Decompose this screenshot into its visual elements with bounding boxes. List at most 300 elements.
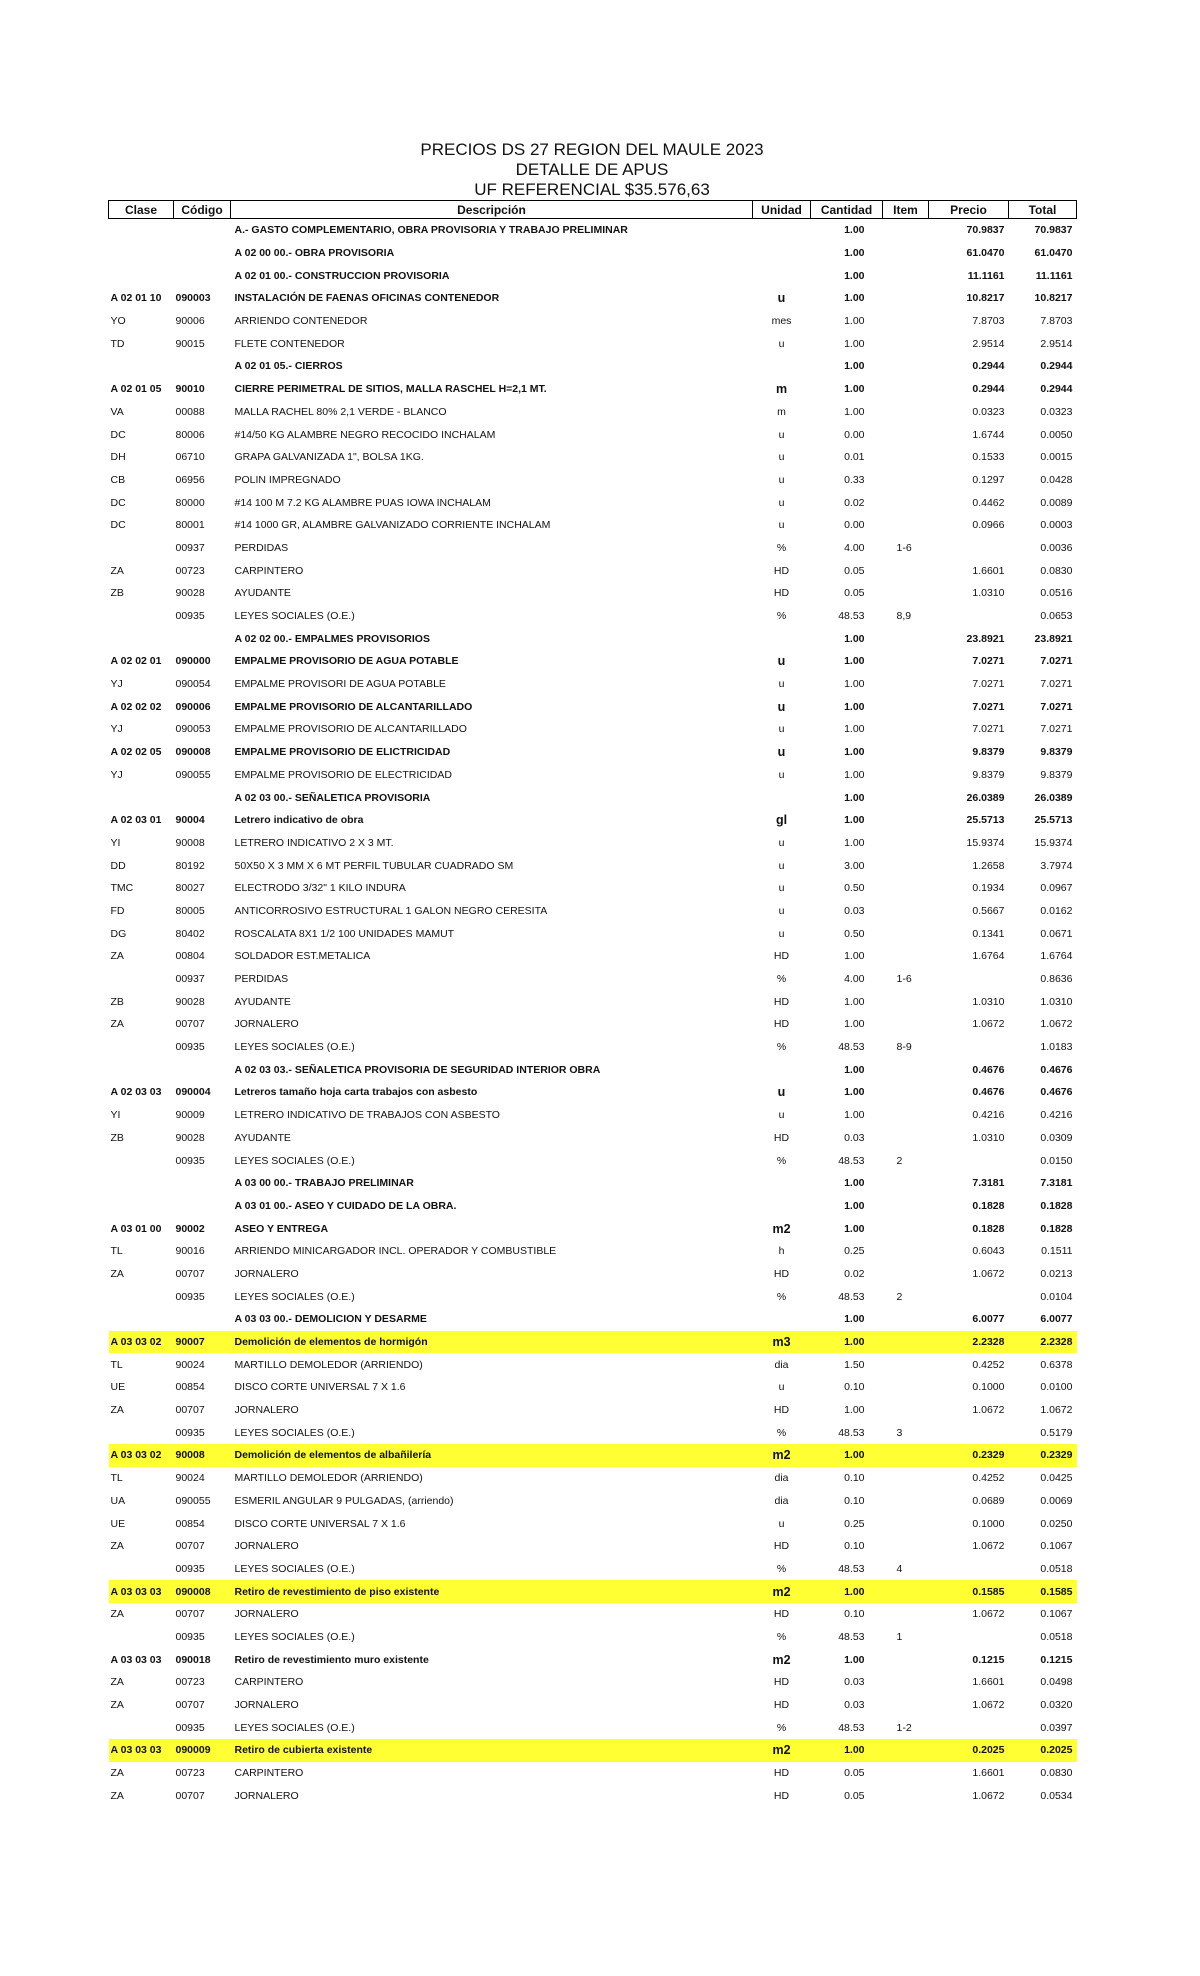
codigo-cell: 90010 (175, 383, 205, 396)
table-row (109, 1036, 1077, 1059)
codigo-cell: 80027 (175, 882, 205, 895)
table-row (109, 1127, 1077, 1150)
item-cell (883, 877, 929, 900)
cantidad-cell: 0.03 (844, 1699, 865, 1712)
header-codigo: Código (174, 201, 231, 219)
table-row (109, 945, 1077, 968)
cantidad-cell: 1.00 (844, 768, 865, 781)
item-cell (883, 1058, 929, 1081)
total-cell: 7.3181 (1040, 1177, 1073, 1190)
total-cell: 0.0069 (1040, 1494, 1073, 1507)
cantidad-cell: 0.05 (844, 1767, 865, 1780)
total-cell: 0.2944 (1040, 383, 1073, 396)
item-cell (883, 1694, 929, 1717)
codigo-cell: 90015 (175, 337, 205, 350)
clase-cell: A 03 03 02 (109, 1444, 174, 1467)
total-cell: 25.5713 (1034, 814, 1073, 827)
descripcion-cell: JORNALERO (234, 1404, 299, 1417)
unidad-cell: u (778, 428, 785, 441)
precio-cell: 1.2658 (972, 859, 1005, 872)
unidad-cell: HD (773, 995, 790, 1008)
clase-cell: YJ (110, 723, 123, 736)
descripcion-cell: Demolición de elementos de hormigón (231, 1331, 753, 1354)
precio-cell: 15.9374 (966, 836, 1005, 849)
clase-cell: ZA (110, 564, 124, 577)
item-cell (883, 1104, 929, 1127)
cantidad-cell: 1.00 (844, 1018, 865, 1031)
precio-cell: 0.1828 (972, 1222, 1005, 1235)
total-cell: 10.8217 (1034, 292, 1073, 305)
total-cell: 7.0271 (1040, 655, 1073, 668)
clase-cell: YJ (110, 678, 123, 691)
clase-cell: A 02 01 10 (110, 292, 162, 305)
precio-cell: 0.1000 (972, 1517, 1005, 1530)
precio-cell (929, 605, 1009, 628)
section-row (109, 1058, 1077, 1081)
unidad-cell: dia (774, 1472, 789, 1485)
codigo-cell: 80192 (175, 859, 205, 872)
cantidad-cell: 1.00 (811, 1444, 883, 1467)
codigo-cell: 90028 (175, 995, 205, 1008)
descripcion-cell: AYUDANTE (234, 995, 291, 1008)
codigo-cell: 090008 (174, 1580, 231, 1603)
total-cell: 0.1828 (1040, 1199, 1073, 1212)
total-cell: 0.0250 (1040, 1517, 1073, 1530)
codigo-cell: 90002 (175, 1222, 205, 1235)
precio-cell (929, 968, 1009, 991)
cantidad-cell: 1.00 (811, 1331, 883, 1354)
clase-cell: CB (110, 473, 126, 486)
codigo-cell: 090055 (175, 1494, 211, 1507)
codigo-cell: 00707 (175, 1018, 205, 1031)
item-cell (883, 1353, 929, 1376)
precio-cell: 1.0672 (972, 1699, 1005, 1712)
clase-cell: A 03 03 03 (109, 1580, 174, 1603)
table-row (109, 718, 1077, 741)
total-cell: 0.0518 (1040, 1562, 1073, 1575)
item-cell: 1 (896, 1630, 903, 1643)
clase-cell: DD (110, 859, 126, 872)
codigo-cell: 00723 (175, 1676, 205, 1689)
clase-cell (109, 264, 174, 287)
cantidad-cell: 0.01 (844, 451, 865, 464)
item-cell (883, 491, 929, 514)
descripcion-cell: A 03 01 00.- ASEO Y CUIDADO DE LA OBRA. (234, 1199, 457, 1212)
descripcion-cell: AYUDANTE (234, 1131, 291, 1144)
descripcion-cell: A.- GASTO COMPLEMENTARIO, OBRA PROVISORIA Y TRABAJO PRELIMINAR (234, 224, 628, 237)
codigo-cell: 00088 (175, 405, 205, 418)
descripcion-cell: LEYES SOCIALES (O.E.) (234, 1630, 355, 1643)
header-item: Item (883, 201, 929, 219)
unidad-cell: u (778, 1517, 785, 1530)
unidad-cell (753, 355, 811, 378)
table-row (109, 1240, 1077, 1263)
unidad-cell: u (778, 473, 785, 486)
precio-cell (929, 1149, 1009, 1172)
total-cell: 0.1067 (1040, 1608, 1073, 1621)
unidad-cell: u (778, 904, 785, 917)
descripcion-cell: AYUDANTE (234, 587, 291, 600)
item-cell (883, 242, 929, 265)
total-cell: 0.4676 (1040, 1086, 1073, 1099)
codigo-cell (174, 627, 231, 650)
descripcion-cell: EMPALME PROVISORIO DE AGUA POTABLE (234, 655, 459, 668)
precio-cell: 1.0672 (972, 1789, 1005, 1802)
cantidad-cell: 1.00 (844, 315, 865, 328)
total-cell: 61.0470 (1034, 247, 1073, 260)
precio-cell: 7.0271 (972, 678, 1005, 691)
precio-cell: 0.1934 (972, 882, 1005, 895)
table-row (109, 673, 1077, 696)
unidad-cell (753, 786, 811, 809)
cantidad-cell: 4.00 (844, 541, 865, 554)
price-sheet (108, 140, 1076, 1807)
descripcion-cell: CARPINTERO (234, 1676, 304, 1689)
item-cell (883, 1762, 929, 1785)
item-cell (883, 332, 929, 355)
clase-cell (109, 1308, 174, 1331)
item-cell (883, 741, 929, 764)
cantidad-cell: 0.25 (844, 1245, 865, 1258)
table-body (109, 219, 1077, 1808)
item-header-row (109, 1739, 1077, 1762)
item-cell (883, 1512, 929, 1535)
total-cell: 0.0320 (1040, 1699, 1073, 1712)
clase-cell: ZB (110, 1131, 124, 1144)
codigo-cell: 80402 (175, 927, 205, 940)
clase-cell: DC (110, 428, 126, 441)
item-cell (883, 832, 929, 855)
cantidad-cell: 1.00 (844, 814, 865, 827)
total-cell: 26.0389 (1034, 791, 1073, 804)
codigo-cell: 00935 (175, 1290, 205, 1303)
unidad-cell: u (777, 654, 786, 669)
unidad-cell: HD (773, 1404, 790, 1417)
item-cell (883, 650, 929, 673)
codigo-cell: 90024 (175, 1472, 205, 1485)
table-row (109, 1285, 1077, 1308)
total-cell: 2.2328 (1009, 1331, 1077, 1354)
cantidad-cell: 1.00 (844, 1109, 865, 1122)
table-row (109, 1490, 1077, 1513)
total-cell: 0.0518 (1040, 1630, 1073, 1643)
unidad-cell (753, 1195, 811, 1218)
item-cell (883, 1217, 929, 1240)
descripcion-cell: EMPALME PROVISORIO DE ELICTRICIDAD (234, 746, 451, 759)
item-cell: 8-9 (896, 1041, 912, 1054)
table-row (109, 990, 1077, 1013)
unidad-cell: u (778, 1109, 785, 1122)
table-row (109, 1013, 1077, 1036)
item-cell (883, 1444, 929, 1467)
table-row (109, 1421, 1077, 1444)
clase-cell (109, 1421, 174, 1444)
precio-cell: 61.0470 (966, 247, 1005, 260)
item-cell (883, 1490, 929, 1513)
codigo-cell: 00707 (175, 1699, 205, 1712)
cantidad-cell: 1.50 (844, 1358, 865, 1371)
descripcion-cell: A 02 01 00.- CONSTRUCCION PROVISORIA (234, 269, 450, 282)
cantidad-cell: 1.00 (844, 655, 865, 668)
clase-cell (109, 1036, 174, 1059)
item-header-row (109, 809, 1077, 832)
cantidad-cell: 1.00 (844, 1063, 865, 1076)
codigo-cell (174, 355, 231, 378)
table-header-row (109, 201, 1077, 219)
unidad-cell: u (778, 496, 785, 509)
precio-cell: 7.0271 (972, 723, 1005, 736)
cantidad-cell: 1.00 (844, 247, 865, 260)
item-cell (883, 1376, 929, 1399)
codigo-cell: 090006 (175, 700, 211, 713)
precio-cell (929, 1626, 1009, 1649)
cantidad-cell: 1.00 (844, 1222, 865, 1235)
descripcion-cell: A 03 00 00.- TRABAJO PRELIMINAR (234, 1177, 414, 1190)
unidad-cell: HD (773, 1131, 790, 1144)
precio-cell (929, 1421, 1009, 1444)
clase-cell: ZB (110, 587, 124, 600)
item-cell (883, 1195, 929, 1218)
clase-cell: A 03 03 03 (109, 1739, 174, 1762)
item-header-row (109, 287, 1077, 310)
descripcion-cell: DISCO CORTE UNIVERSAL 7 X 1.6 (234, 1517, 406, 1530)
table-row (109, 423, 1077, 446)
total-cell: 1.0183 (1040, 1041, 1073, 1054)
precio-cell: 1.6744 (972, 428, 1005, 441)
table-row (109, 605, 1077, 628)
codigo-cell: 80001 (175, 519, 205, 532)
item-cell (883, 469, 929, 492)
cantidad-cell: 1.00 (844, 1177, 865, 1190)
item-cell (883, 1013, 929, 1036)
cantidad-cell: 1.00 (844, 678, 865, 691)
table-row (109, 1353, 1077, 1376)
codigo-cell: 90006 (175, 315, 205, 328)
clase-cell: TD (110, 337, 125, 350)
total-cell: 6.0077 (1040, 1313, 1073, 1326)
header-total: Total (1009, 201, 1077, 219)
total-cell: 7.0271 (1040, 723, 1073, 736)
precio-cell: 70.9837 (966, 224, 1005, 237)
precio-cell: 23.8921 (966, 632, 1005, 645)
codigo-cell: 00723 (175, 564, 205, 577)
section-row (109, 355, 1077, 378)
item-header-row (109, 1081, 1077, 1104)
clase-cell: A 02 02 05 (110, 746, 162, 759)
clase-cell: DC (110, 519, 126, 532)
total-cell: 0.0397 (1040, 1721, 1073, 1734)
cantidad-cell: 1.00 (844, 1086, 865, 1099)
item-cell: 3 (896, 1426, 903, 1439)
clase-cell: TL (110, 1358, 123, 1371)
clase-cell: DH (110, 451, 126, 464)
clase-cell: ZA (110, 1540, 124, 1553)
total-cell: 1.0310 (1040, 995, 1073, 1008)
precio-cell: 0.1297 (972, 473, 1005, 486)
total-cell: 0.0516 (1040, 587, 1073, 600)
clase-cell: YJ (110, 768, 123, 781)
total-cell: 0.0003 (1040, 519, 1073, 532)
title-line-3: UF REFERENCIAL $35.576,63 (474, 180, 710, 199)
table-row (109, 1558, 1077, 1581)
precio-cell: 2.2328 (929, 1331, 1009, 1354)
descripcion-cell: LEYES SOCIALES (O.E.) (234, 1154, 355, 1167)
header-unidad: Unidad (753, 201, 811, 219)
precio-cell (929, 1558, 1009, 1581)
unidad-cell: u (778, 1381, 785, 1394)
descripcion-cell: Retiro de cubierta existente (231, 1739, 753, 1762)
clase-cell: A 03 03 02 (109, 1331, 174, 1354)
table-row (109, 514, 1077, 537)
total-cell: 0.0104 (1040, 1290, 1073, 1303)
unidad-cell (753, 1308, 811, 1331)
unidad-cell: u (778, 768, 785, 781)
unidad-cell: u (778, 859, 785, 872)
precio-cell: 1.6601 (972, 1676, 1005, 1689)
codigo-cell: 06956 (175, 473, 205, 486)
total-cell: 0.0323 (1040, 405, 1073, 418)
item-header-row (109, 741, 1077, 764)
total-cell: 0.0100 (1040, 1381, 1073, 1394)
clase-cell (109, 219, 174, 242)
unidad-cell (753, 264, 811, 287)
codigo-cell: 090054 (175, 678, 211, 691)
table-row (109, 332, 1077, 355)
item-header-row (109, 1217, 1077, 1240)
unidad-cell (753, 1172, 811, 1195)
cantidad-cell: 0.10 (844, 1381, 865, 1394)
table-row (109, 559, 1077, 582)
unidad-cell: m2 (753, 1444, 811, 1467)
total-cell: 0.0036 (1040, 541, 1073, 554)
codigo-cell: 00935 (175, 1562, 205, 1575)
total-cell: 7.8703 (1040, 315, 1073, 328)
codigo-cell: 00935 (175, 1630, 205, 1643)
unidad-cell (753, 1058, 811, 1081)
clase-cell: FD (110, 904, 125, 917)
precio-cell: 7.8703 (972, 315, 1005, 328)
item-cell (883, 922, 929, 945)
descripcion-cell: EMPALME PROVISORIO DE ALCANTARILLADO (234, 723, 467, 736)
clase-cell: ZA (110, 1767, 124, 1780)
descripcion-cell: SOLDADOR EST.METALICA (234, 950, 371, 963)
descripcion-cell: GRAPA GALVANIZADA 1", BOLSA 1KG. (234, 451, 424, 464)
unidad-cell: % (776, 1041, 787, 1054)
unidad-cell: m (775, 382, 788, 397)
table-row (109, 446, 1077, 469)
table-row (109, 1603, 1077, 1626)
total-cell: 0.0534 (1040, 1789, 1073, 1802)
total-cell: 1.6764 (1040, 950, 1073, 963)
unidad-cell: u (778, 451, 785, 464)
descripcion-cell: FLETE CONTENEDOR (234, 337, 345, 350)
clase-cell: YI (110, 1109, 121, 1122)
clase-cell: VA (110, 405, 124, 418)
codigo-cell: 00707 (175, 1404, 205, 1417)
codigo-cell (174, 786, 231, 809)
cantidad-cell: 0.10 (844, 1494, 865, 1507)
codigo-cell: 90028 (175, 587, 205, 600)
unidad-cell: u (778, 678, 785, 691)
item-cell (883, 1127, 929, 1150)
descripcion-cell: JORNALERO (234, 1018, 299, 1031)
descripcion-cell: A 03 03 00.- DEMOLICION Y DESARME (234, 1313, 427, 1326)
cantidad-cell: 1.00 (844, 360, 865, 373)
codigo-cell: 090003 (175, 292, 211, 305)
codigo-cell: 00854 (175, 1517, 205, 1530)
table-row (109, 1376, 1077, 1399)
total-cell: 0.0309 (1040, 1131, 1073, 1144)
clase-cell (109, 242, 174, 265)
table-row (109, 854, 1077, 877)
total-cell: 0.0015 (1040, 451, 1073, 464)
descripcion-cell: #14 100 M 7.2 KG ALAMBRE PUAS IOWA INCHALAM (234, 496, 491, 509)
item-cell: 4 (896, 1562, 903, 1575)
item-cell (883, 764, 929, 787)
item-cell: 1-6 (896, 973, 912, 986)
descripcion-cell: INSTALACIÓN DE FAENAS OFICINAS CONTENEDOR (234, 292, 500, 305)
item-cell (883, 900, 929, 923)
unidad-cell: % (776, 610, 787, 623)
unidad-cell: HD (773, 1018, 790, 1031)
descripcion-cell: EMPALME PROVISORI DE AGUA POTABLE (234, 678, 446, 691)
clase-cell: YO (110, 315, 126, 328)
cantidad-cell: 1.00 (844, 700, 865, 713)
clase-cell (109, 1149, 174, 1172)
clase-cell: A 02 03 01 (110, 814, 162, 827)
precio-cell: 9.8379 (972, 746, 1005, 759)
precio-cell (929, 1285, 1009, 1308)
cantidad-cell: 0.10 (844, 1472, 865, 1485)
descripcion-cell: LEYES SOCIALES (O.E.) (234, 1426, 355, 1439)
item-cell (883, 287, 929, 310)
precio-cell: 0.1000 (972, 1381, 1005, 1394)
cantidad-cell: 0.00 (844, 519, 865, 532)
unidad-cell: m2 (772, 1221, 791, 1236)
item-cell: 8,9 (896, 610, 912, 623)
total-cell: 0.0830 (1040, 1767, 1073, 1780)
clase-cell (109, 1558, 174, 1581)
table-row (109, 1671, 1077, 1694)
clase-cell: A 02 02 02 (110, 700, 162, 713)
total-cell: 2.9514 (1040, 337, 1073, 350)
descripcion-cell: LETRERO INDICATIVO DE TRABAJOS CON ASBESTO (234, 1109, 500, 1122)
clase-cell: ZA (110, 1608, 124, 1621)
unidad-cell: HD (773, 1540, 790, 1553)
clase-cell: ZA (110, 1267, 124, 1280)
table-row (109, 582, 1077, 605)
cantidad-cell: 48.53 (838, 1721, 865, 1734)
item-cell (883, 264, 929, 287)
unidad-cell: % (776, 1562, 787, 1575)
table-row (109, 491, 1077, 514)
precio-cell (929, 537, 1009, 560)
apu-table (108, 200, 1077, 1807)
precio-cell: 1.6764 (972, 950, 1005, 963)
codigo-cell: 00707 (175, 1608, 205, 1621)
precio-cell: 1.0310 (972, 995, 1005, 1008)
precio-cell: 26.0389 (966, 791, 1005, 804)
item-cell (883, 1535, 929, 1558)
precio-cell: 0.4462 (972, 496, 1005, 509)
unidad-cell: HD (773, 1267, 790, 1280)
descripcion-cell: A 02 00 00.- OBRA PROVISORIA (234, 247, 395, 260)
precio-cell: 1.0310 (972, 587, 1005, 600)
codigo-cell: 090000 (175, 655, 211, 668)
cantidad-cell: 48.53 (838, 610, 865, 623)
cantidad-cell: 0.10 (844, 1608, 865, 1621)
total-cell: 0.1585 (1009, 1580, 1077, 1603)
